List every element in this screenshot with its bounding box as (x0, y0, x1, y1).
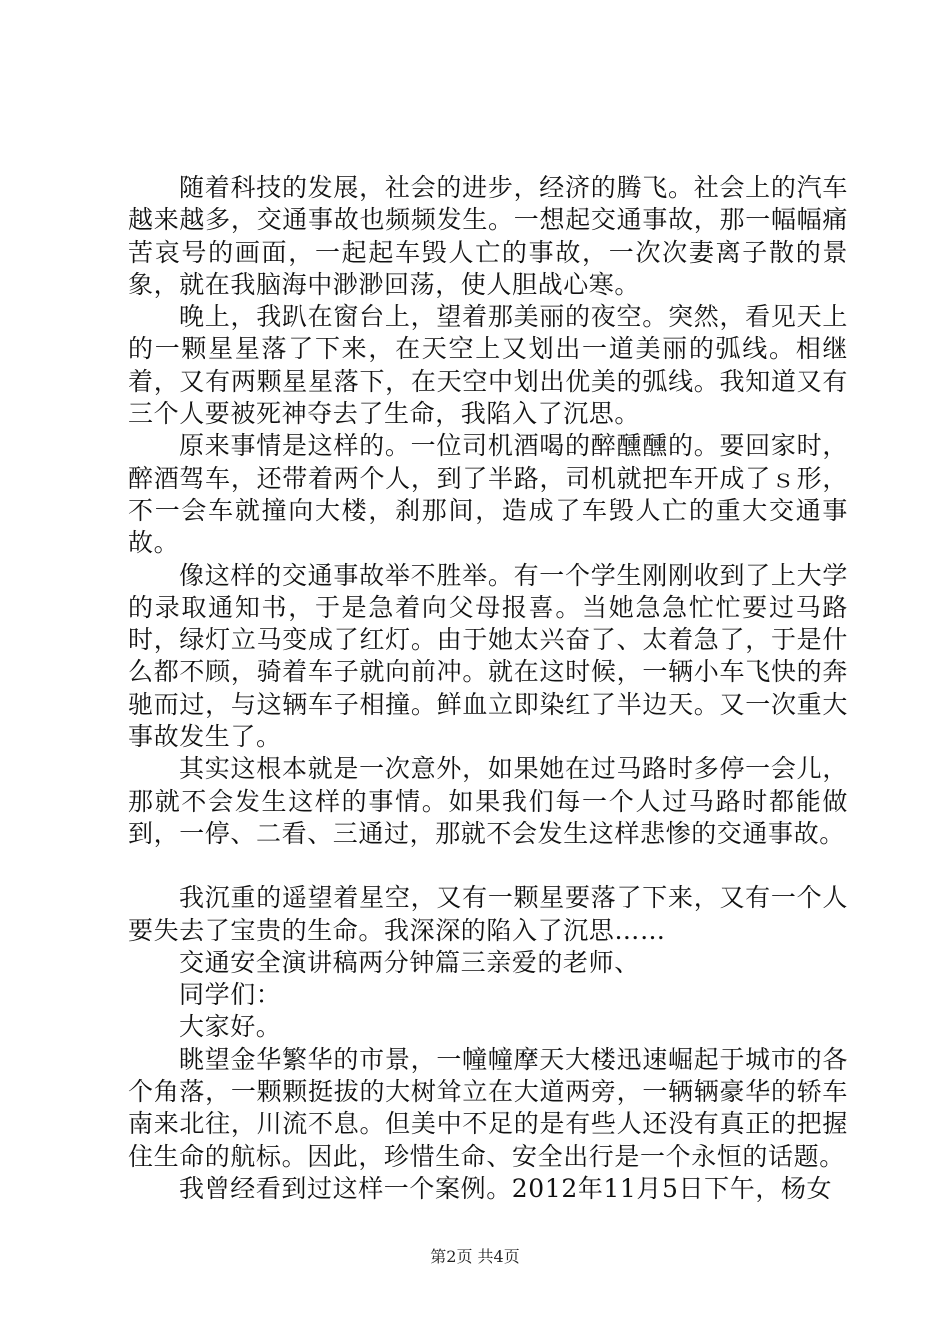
paragraph-5: 其实这根本就是一次意外，如果她在过马路时多停一会儿，那就不会发生这样的事情。如果我们每一个人过马路时都能做到，一停、二看、三通过，那就不会发生这样悲惨的交通事故。 (128, 754, 848, 848)
document-body (128, 172, 848, 1205)
paragraph-11: 我曾经看到过这样一个案例。2012年11月5日下午，杨女 (179, 1173, 833, 1203)
page-footer: 第2页 共4页 (430, 1247, 520, 1266)
paragraph-3: 原来事情是这样的。一位司机酒喝的醉醺醺的。要回家时，醉酒驾车，还带着两个人，到了半路，司机就把车开成了ｓ形，不一会车就撞向大楼，刹那间，造成了车毁人亡的重大交通事故。 (128, 431, 848, 558)
paragraph-8: 同学们： (179, 980, 282, 1010)
paragraph-10: 眺望金华繁华的市景，一幢幢摩天大楼迅速崛起于城市的各个角落，一颗颗挺拔的大树耸立在大道两旁，一辆辆豪华的轿车南来北往，川流不息。但美中不足的是有些人还没有真正的把握住生命的航标。因此，珍惜生命、安全出行是一个永恒的话题。 (128, 1044, 848, 1171)
paragraph-6: 我沉重的遥望着星空，又有一颗星要落了下来，又有一个人要失去了宝贵的生命。我深深的陷入了沉思…… (128, 883, 848, 945)
paragraph-2: 晚上，我趴在窗台上，望着那美丽的夜空。突然，看见天上的一颗星星落了下来，在天空上又划出一道美丽的弧线。相继着，又有两颗星星落下，在天空中划出优美的弧线。我知道又有三个人要被死神夺去了生命，我陷入了沉思。 (128, 302, 848, 429)
paragraph-7: 交通安全演讲稿两分钟篇三亲爱的老师、 (179, 947, 640, 977)
paragraph-1: 随着科技的发展，社会的进步，经济的腾飞。社会上的汽车越来越多，交通事故也频频发生。一想起交通事故，那一幅幅痛苦哀号的画面，一起起车毁人亡的事故，一次次妻离子散的景象，就在我脑海中渺渺回荡，使人胆战心寒。 (128, 173, 848, 299)
paragraph-4: 像这样的交通事故举不胜举。有一个学生刚刚收到了上大学的录取通知书，于是急着向父母报喜。当她急急忙忙要过马路时，绿灯立马变成了红灯。由于她太兴奋了、太着急了，于是什么都不顾，骑着车子就向前冲。就在这时候，一辆小车飞快的奔驰而过，与这辆车子相撞。鲜血立即染红了半边天。又一次重大事故发生了。 (128, 560, 848, 752)
paragraph-9: 大家好。 (179, 1012, 282, 1042)
